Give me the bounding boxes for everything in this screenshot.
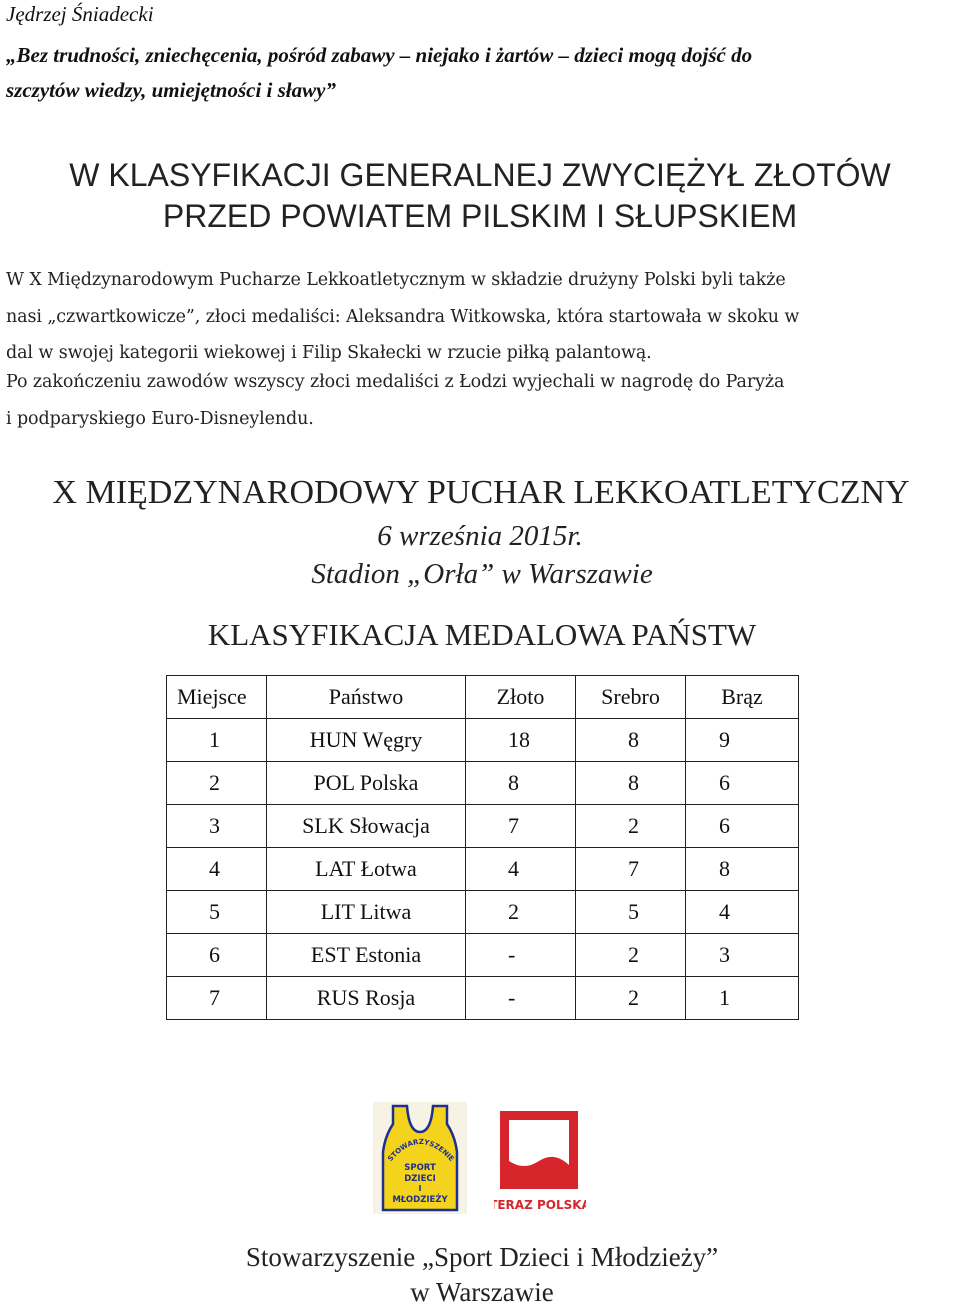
- cell-silver: 2: [576, 805, 686, 848]
- cell-gold: 4: [466, 848, 576, 891]
- table-row: [167, 934, 799, 977]
- table-row: [167, 719, 799, 762]
- footer-line: Stowarzyszenie „Sport Dzieci i Młodzieży”: [245, 1242, 719, 1272]
- ssdm-logo: [373, 1102, 467, 1214]
- cell-bronze: 9: [686, 719, 799, 762]
- event-title: X MIĘDZYNARODOWY PUCHAR LEKKOATLETYCZNY: [52, 474, 910, 511]
- table-row: [167, 805, 799, 848]
- ssdm-logo-arc-text: STOWARZYSZENIE: [386, 1137, 456, 1164]
- cell-gold: 8: [466, 762, 576, 805]
- table-header-row: [167, 676, 799, 719]
- cell-country: LAT Łotwa: [267, 848, 466, 891]
- event-date: 6 września 2015r.: [377, 520, 583, 552]
- cell-silver: 7: [576, 848, 686, 891]
- column-header-silver: Srebro: [576, 676, 686, 719]
- cell-silver: 2: [576, 977, 686, 1020]
- quote-line: szczytów wiedzy, umiejętności i sławy”: [6, 78, 336, 102]
- headline-line: PRZED POWIATEM PILSKIM I SŁUPSKIEM: [162, 198, 798, 234]
- cell-bronze: 6: [686, 805, 799, 848]
- article-paragraph: [6, 364, 958, 437]
- cell-country: SLK Słowacja: [267, 805, 466, 848]
- vest-icon: [373, 1102, 467, 1214]
- cell-gold: -: [466, 977, 576, 1020]
- cell-place: 5: [167, 891, 267, 934]
- table-row: [167, 977, 799, 1020]
- article-line: i podparyskiego Euro-Disneylendu.: [6, 408, 314, 429]
- cell-bronze: 8: [686, 848, 799, 891]
- cell-country: POL Polska: [267, 762, 466, 805]
- cell-bronze: 4: [686, 891, 799, 934]
- cell-country: RUS Rosja: [267, 977, 466, 1020]
- cell-place: 1: [167, 719, 267, 762]
- flag-icon: [494, 1107, 586, 1215]
- article-line: Po zakończeniu zawodów wszyscy złoci medaliści z Łodzi wyjechali w nagrodę do Paryża: [6, 372, 785, 392]
- ssdm-logo-text: I: [418, 1184, 422, 1193]
- footer: [0, 1240, 960, 1310]
- cell-silver: 2: [576, 934, 686, 977]
- article-paragraph: [6, 262, 958, 372]
- article-line: W X Międzynarodowym Pucharze Lekkoatletycznym w składzie drużyny Polski byli także: [6, 270, 786, 290]
- cell-place: 6: [167, 934, 267, 977]
- cell-silver: 8: [576, 719, 686, 762]
- medal-table: [166, 675, 799, 1020]
- headline: [0, 155, 960, 237]
- teraz-polska-text: TERAZ POLSKA: [494, 1198, 586, 1212]
- table-row: [167, 891, 799, 934]
- article-line: dal w swojej kategorii wiekowej i Filip Skałecki w rzucie piłką palantową.: [6, 343, 652, 363]
- cell-gold: 2: [466, 891, 576, 934]
- cell-place: 4: [167, 848, 267, 891]
- column-header-gold: Złoto: [466, 676, 576, 719]
- cell-gold: -: [466, 934, 576, 977]
- cell-silver: 8: [576, 762, 686, 805]
- event-venue: Stadion „Orła” w Warszawie: [311, 558, 653, 590]
- ssdm-logo-text: SPORT: [404, 1163, 436, 1173]
- quote-line: „Bez trudności, zniechęcenia, pośród zabawy – niejako i żartów – dzieci mogą dojść do: [6, 43, 753, 67]
- cell-country: EST Estonia: [267, 934, 466, 977]
- cell-bronze: 1: [686, 977, 799, 1020]
- table-title: KLASYFIKACJA MEDALOWA PAŃSTW: [207, 617, 757, 652]
- column-header-country: Państwo: [267, 676, 466, 719]
- cell-gold: 7: [466, 805, 576, 848]
- headline-line: W KLASYFIKACJI GENERALNEJ ZWYCIĘŻYŁ ZŁOTÓW: [69, 157, 891, 193]
- table-row: [167, 762, 799, 805]
- quote: [6, 38, 956, 108]
- cell-place: 2: [167, 762, 267, 805]
- cell-country: HUN Węgry: [267, 719, 466, 762]
- footer-line: w Warszawie: [410, 1277, 554, 1307]
- column-header-bronze: Brąz: [686, 676, 799, 719]
- cell-bronze: 3: [686, 934, 799, 977]
- ssdm-logo-text: DZIECI: [404, 1174, 436, 1184]
- article-line: nasi „czwartkowicze”, złoci medaliści: Aleksandra Witkowska, która startowała w skoku w: [6, 306, 800, 327]
- cell-place: 7: [167, 977, 267, 1020]
- column-header-place: Miejsce: [167, 676, 267, 719]
- cell-gold: 18: [466, 719, 576, 762]
- table-row: [167, 848, 799, 891]
- quote-author: Jędrzej Śniadecki: [6, 2, 154, 26]
- cell-place: 3: [167, 805, 267, 848]
- ssdm-logo-text: MŁODZIEŻY: [392, 1195, 448, 1205]
- teraz-polska-logo: [494, 1107, 586, 1215]
- cell-country: LIT Litwa: [267, 891, 466, 934]
- cell-bronze: 6: [686, 762, 799, 805]
- cell-silver: 5: [576, 891, 686, 934]
